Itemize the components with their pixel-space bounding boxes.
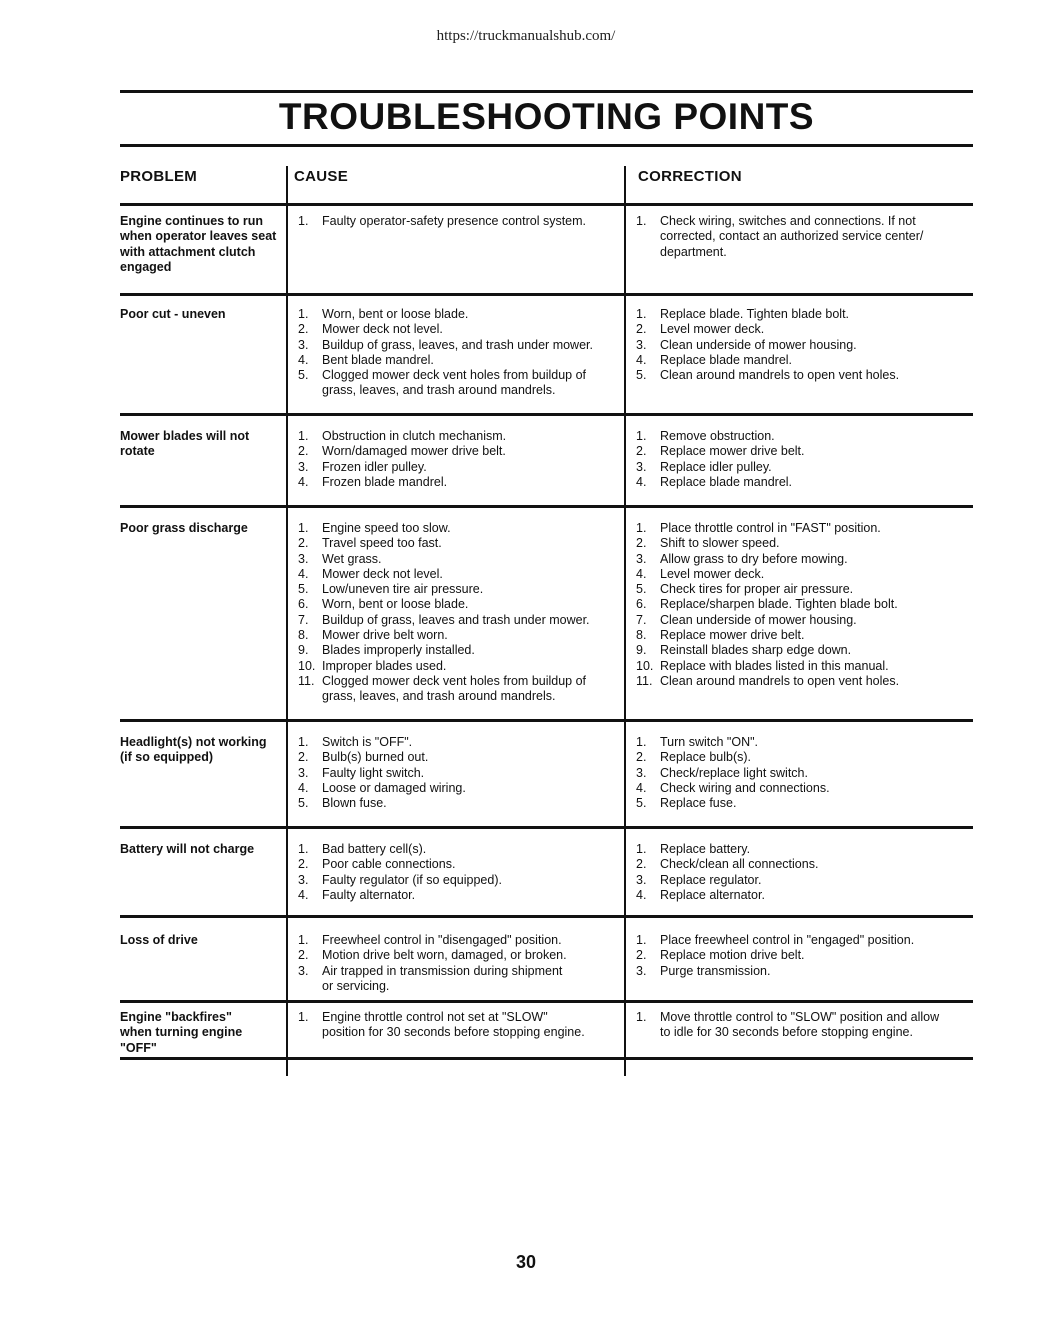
item-text: Clogged mower deck vent holes from buildup of grass, leaves, and trash around mandrels.	[322, 368, 587, 398]
item-text: Replace mower drive belt.	[660, 444, 805, 459]
item-number: 4.	[636, 352, 647, 367]
item-text: Worn/damaged mower drive belt.	[322, 444, 506, 459]
item-text: Mower deck not level.	[322, 322, 443, 337]
cause-list	[292, 307, 622, 399]
source-url: https://truckmanualshub.com/	[436, 28, 616, 44]
problem-text: Poor cut - uneven	[120, 307, 226, 321]
item-number: 11.	[636, 673, 653, 688]
item-text: Replace idler pulley.	[660, 459, 772, 474]
list-item	[292, 842, 622, 857]
list-item	[292, 368, 622, 399]
list-item	[292, 933, 622, 948]
item-number: 1.	[298, 933, 309, 947]
cause-list	[292, 1010, 622, 1041]
item-number: 1.	[298, 842, 309, 856]
item-number: 3.	[298, 765, 309, 780]
item-number: 3.	[636, 551, 647, 566]
item-text: Faulty alternator.	[322, 887, 416, 902]
item-number: 5.	[298, 582, 309, 597]
list-item	[630, 429, 970, 444]
item-number: 2.	[636, 322, 647, 337]
page-number: 30	[515, 1252, 537, 1272]
item-text: Check wiring and connections.	[660, 780, 830, 795]
list-item	[292, 750, 622, 765]
list-item	[292, 674, 622, 705]
item-number: 3.	[298, 872, 309, 887]
item-number: 2.	[298, 948, 309, 963]
item-text: Switch is "OFF".	[322, 735, 413, 749]
problem-text: Battery will not charge	[120, 842, 255, 856]
correction-list	[630, 214, 970, 260]
item-number: 1.	[298, 307, 309, 321]
item-text: Travel speed too fast.	[322, 536, 442, 551]
list-item	[630, 933, 970, 948]
list-item	[292, 659, 622, 674]
column-header-correction: CORRECTION	[638, 168, 742, 185]
item-text: Freewheel control in "disengaged" position.	[322, 933, 562, 947]
item-number: 6.	[298, 597, 309, 612]
list-item	[630, 888, 970, 903]
item-text: Replace battery.	[660, 842, 751, 856]
item-text: Clean around mandrels to open vent holes.	[660, 368, 900, 383]
item-number: 1.	[636, 735, 647, 749]
list-item	[630, 750, 970, 765]
problem-text: Engine continues to run when operator leaves seat with attachment clutch engaged	[120, 214, 277, 274]
correction-list	[630, 429, 970, 490]
item-number: 1.	[298, 429, 309, 443]
item-text: Purge transmission.	[660, 963, 771, 978]
row-separator	[120, 719, 973, 722]
row-separator	[120, 413, 973, 416]
item-number: 4.	[636, 474, 647, 489]
row-separator	[120, 293, 973, 296]
item-number: 5.	[298, 368, 309, 383]
problem-text: Loss of drive	[120, 933, 198, 947]
item-text: Obstruction in clutch mechanism.	[322, 429, 507, 443]
item-number: 1.	[298, 735, 309, 749]
item-number: 1.	[636, 307, 647, 321]
cause-list	[292, 842, 622, 903]
item-text: Engine throttle control not set at "SLOW" position for 30 seconds before stopping engine.	[322, 1010, 585, 1040]
item-number: 5.	[636, 796, 647, 811]
item-text: Clean underside of mower housing.	[660, 337, 857, 352]
item-number: 10.	[636, 658, 654, 673]
item-number: 1.	[636, 842, 647, 856]
item-number: 4.	[636, 566, 647, 581]
problem-text: Engine "backfires" when turning engine "OFF"	[120, 1010, 243, 1055]
page-title: TROUBLESHOOTING POINTS	[278, 96, 815, 137]
list-item	[630, 597, 970, 612]
item-text: Low/uneven tire air pressure.	[322, 582, 484, 597]
list-item	[630, 1010, 970, 1041]
item-number: 7.	[636, 612, 647, 627]
item-text: Check/clean all connections.	[660, 857, 819, 872]
item-number: 1.	[636, 429, 647, 443]
item-text: Level mower deck.	[660, 566, 765, 581]
list-item	[630, 567, 970, 582]
item-number: 4.	[636, 780, 647, 795]
item-text: Move throttle control to "SLOW" position and allow to idle for 30 seconds before stopping engine.	[660, 1010, 940, 1040]
problem-text: Headlight(s) not working (if so equipped)	[120, 735, 267, 765]
list-item	[292, 781, 622, 796]
list-item	[630, 842, 970, 857]
list-item	[630, 322, 970, 337]
item-text: Place throttle control in "FAST" position.	[660, 521, 881, 535]
row-separator	[120, 505, 973, 508]
item-text: Engine speed too slow.	[322, 521, 451, 535]
list-item	[630, 948, 970, 963]
item-text: Wet grass.	[322, 551, 382, 566]
item-number: 4.	[298, 780, 309, 795]
item-number: 3.	[636, 963, 647, 978]
column-header-cause: CAUSE	[294, 168, 349, 185]
item-number: 2.	[298, 750, 309, 765]
list-item	[630, 552, 970, 567]
list-item	[292, 796, 622, 811]
item-number: 2.	[298, 322, 309, 337]
item-number: 2.	[636, 444, 647, 459]
item-number: 1.	[636, 214, 647, 228]
list-item	[630, 582, 970, 597]
column-header-problem: PROBLEM	[120, 168, 198, 185]
list-item	[292, 582, 622, 597]
item-number: 2.	[298, 857, 309, 872]
list-item	[292, 873, 622, 888]
list-item	[292, 857, 622, 872]
item-text: Faulty light switch.	[322, 765, 425, 780]
item-number: 3.	[298, 551, 309, 566]
row-separator	[120, 1057, 973, 1060]
item-text: Mower deck not level.	[322, 566, 443, 581]
list-item	[292, 766, 622, 781]
item-text: Worn, bent or loose blade.	[322, 307, 469, 321]
list-item	[630, 873, 970, 888]
list-item	[630, 628, 970, 643]
item-number: 4.	[636, 887, 647, 902]
list-item	[630, 444, 970, 459]
list-item	[292, 613, 622, 628]
list-item	[292, 735, 622, 750]
list-item	[630, 475, 970, 490]
list-item	[630, 214, 970, 260]
top-rule	[120, 90, 973, 93]
item-text: Clogged mower deck vent holes from buildup of grass, leaves, and trash around mandrels.	[322, 673, 587, 704]
list-item	[292, 307, 622, 322]
item-number: 3.	[636, 459, 647, 474]
item-text: Loose or damaged wiring.	[322, 780, 466, 795]
correction-list	[630, 1010, 970, 1041]
item-number: 2.	[298, 444, 309, 459]
cause-list	[292, 429, 622, 490]
cause-list	[292, 735, 622, 811]
list-item	[292, 460, 622, 475]
correction-list	[630, 933, 970, 979]
title-rule	[120, 144, 973, 147]
list-item	[630, 353, 970, 368]
item-text: Blown fuse.	[322, 796, 387, 811]
item-text: Replace motion drive belt.	[660, 948, 805, 963]
item-text: Allow grass to dry before mowing.	[660, 551, 848, 566]
cause-list	[292, 521, 622, 705]
item-text: Replace fuse.	[660, 796, 737, 811]
row-separator	[120, 203, 973, 206]
item-text: Buildup of grass, leaves, and trash under mower.	[322, 337, 593, 352]
cause-list	[292, 214, 622, 229]
list-item	[292, 536, 622, 551]
item-text: Remove obstruction.	[660, 429, 775, 443]
list-item	[630, 307, 970, 322]
list-item	[630, 613, 970, 628]
item-number: 2.	[298, 536, 309, 551]
list-item	[630, 368, 970, 383]
list-item	[292, 597, 622, 612]
item-number: 3.	[636, 765, 647, 780]
item-number: 2.	[636, 857, 647, 872]
item-number: 9.	[636, 643, 647, 658]
item-number: 4.	[298, 474, 309, 489]
item-text: Buildup of grass, leaves and trash under mower.	[322, 612, 590, 627]
row-separator	[120, 1000, 973, 1003]
item-number: 3.	[298, 963, 309, 978]
item-number: 3.	[298, 459, 309, 474]
item-text: Worn, bent or loose blade.	[322, 597, 469, 612]
item-number: 6.	[636, 597, 647, 612]
item-text: Replace blade. Tighten blade bolt.	[660, 307, 850, 321]
list-item	[292, 429, 622, 444]
item-text: Faulty operator-safety presence control system.	[322, 214, 587, 228]
list-item	[292, 444, 622, 459]
item-text: Replace regulator.	[660, 872, 762, 887]
item-text: Improper blades used.	[322, 658, 447, 673]
list-item	[292, 338, 622, 353]
list-item	[630, 857, 970, 872]
item-text: Place freewheel control in "engaged" position.	[660, 933, 915, 947]
item-number: 10.	[298, 658, 316, 673]
item-number: 1.	[298, 521, 309, 535]
list-item	[630, 521, 970, 536]
item-text: Check/replace light switch.	[660, 765, 808, 780]
list-item	[630, 659, 970, 674]
list-item	[292, 643, 622, 658]
item-number: 4.	[298, 352, 309, 367]
problem-text: Poor grass discharge	[120, 521, 248, 535]
list-item	[630, 674, 970, 689]
item-text: Clean underside of mower housing.	[660, 612, 857, 627]
item-text: Check tires for proper air pressure.	[660, 582, 854, 597]
item-text: Replace blade mandrel.	[660, 474, 793, 489]
item-text: Mower drive belt worn.	[322, 628, 448, 643]
list-item	[292, 948, 622, 963]
item-number: 2.	[636, 948, 647, 963]
item-text: Faulty regulator (if so equipped).	[322, 872, 502, 887]
list-item	[292, 567, 622, 582]
item-text: Turn switch "ON".	[660, 735, 759, 749]
item-text: Replace alternator.	[660, 887, 765, 902]
item-text: Poor cable connections.	[322, 857, 456, 872]
item-number: 2.	[636, 750, 647, 765]
item-text: Replace/sharpen blade. Tighten blade bolt.	[660, 597, 898, 612]
item-number: 5.	[298, 796, 309, 811]
list-item	[292, 475, 622, 490]
problem-text: Mower blades will not rotate	[120, 429, 250, 459]
item-number: 3.	[636, 337, 647, 352]
item-text: Replace bulb(s).	[660, 750, 752, 765]
cause-list	[292, 933, 622, 994]
item-text: Clean around mandrels to open vent holes.	[660, 673, 900, 688]
list-item	[630, 643, 970, 658]
correction-list	[630, 735, 970, 811]
correction-list	[630, 521, 970, 689]
item-text: Shift to slower speed.	[660, 536, 780, 551]
item-number: 4.	[298, 887, 309, 902]
row-separator	[120, 826, 973, 829]
list-item	[630, 460, 970, 475]
item-text: Blades improperly installed.	[322, 643, 475, 658]
correction-list	[630, 842, 970, 903]
item-text: Frozen blade mandrel.	[322, 474, 448, 489]
list-item	[630, 735, 970, 750]
item-text: Bad battery cell(s).	[322, 842, 427, 856]
row-separator	[120, 915, 973, 918]
list-item	[292, 628, 622, 643]
item-text: Frozen idler pulley.	[322, 459, 427, 474]
item-text: Air trapped in transmission during shipment or servicing.	[322, 963, 563, 993]
item-number: 9.	[298, 643, 309, 658]
list-item	[292, 322, 622, 337]
item-number: 4.	[298, 566, 309, 581]
item-number: 7.	[298, 612, 309, 627]
item-number: 1.	[636, 933, 647, 947]
list-item	[630, 964, 970, 979]
item-number: 2.	[636, 536, 647, 551]
list-item	[292, 521, 622, 536]
item-text: Motion drive belt worn, damaged, or broken.	[322, 948, 567, 963]
item-text: Reinstall blades sharp edge down.	[660, 643, 852, 658]
list-item	[292, 552, 622, 567]
item-number: 8.	[298, 628, 309, 643]
list-item	[630, 536, 970, 551]
item-number: 1.	[298, 1010, 309, 1024]
item-number: 5.	[636, 368, 647, 383]
list-item	[630, 796, 970, 811]
item-number: 1.	[636, 1010, 647, 1024]
item-text: Bent blade mandrel.	[322, 352, 434, 367]
item-text: Replace mower drive belt.	[660, 628, 805, 643]
item-number: 1.	[298, 214, 309, 228]
item-text: Bulb(s) burned out.	[322, 750, 429, 765]
item-number: 3.	[298, 337, 309, 352]
item-number: 1.	[636, 521, 647, 535]
item-number: 5.	[636, 582, 647, 597]
list-item	[292, 214, 622, 229]
item-text: Check wiring, switches and connections. If not corrected, contact an authorized service center/ department.	[660, 214, 924, 259]
list-item	[292, 964, 622, 995]
list-item	[630, 338, 970, 353]
item-text: Replace with blades listed in this manual.	[660, 658, 889, 673]
column-divider-cause	[286, 166, 288, 1076]
list-item	[292, 888, 622, 903]
column-divider-correction	[624, 166, 626, 1076]
item-number: 8.	[636, 628, 647, 643]
item-number: 11.	[298, 673, 315, 688]
item-text: Replace blade mandrel.	[660, 352, 793, 367]
item-number: 3.	[636, 872, 647, 887]
list-item	[630, 766, 970, 781]
list-item	[630, 781, 970, 796]
item-text: Level mower deck.	[660, 322, 765, 337]
list-item	[292, 353, 622, 368]
correction-list	[630, 307, 970, 383]
list-item	[292, 1010, 622, 1041]
